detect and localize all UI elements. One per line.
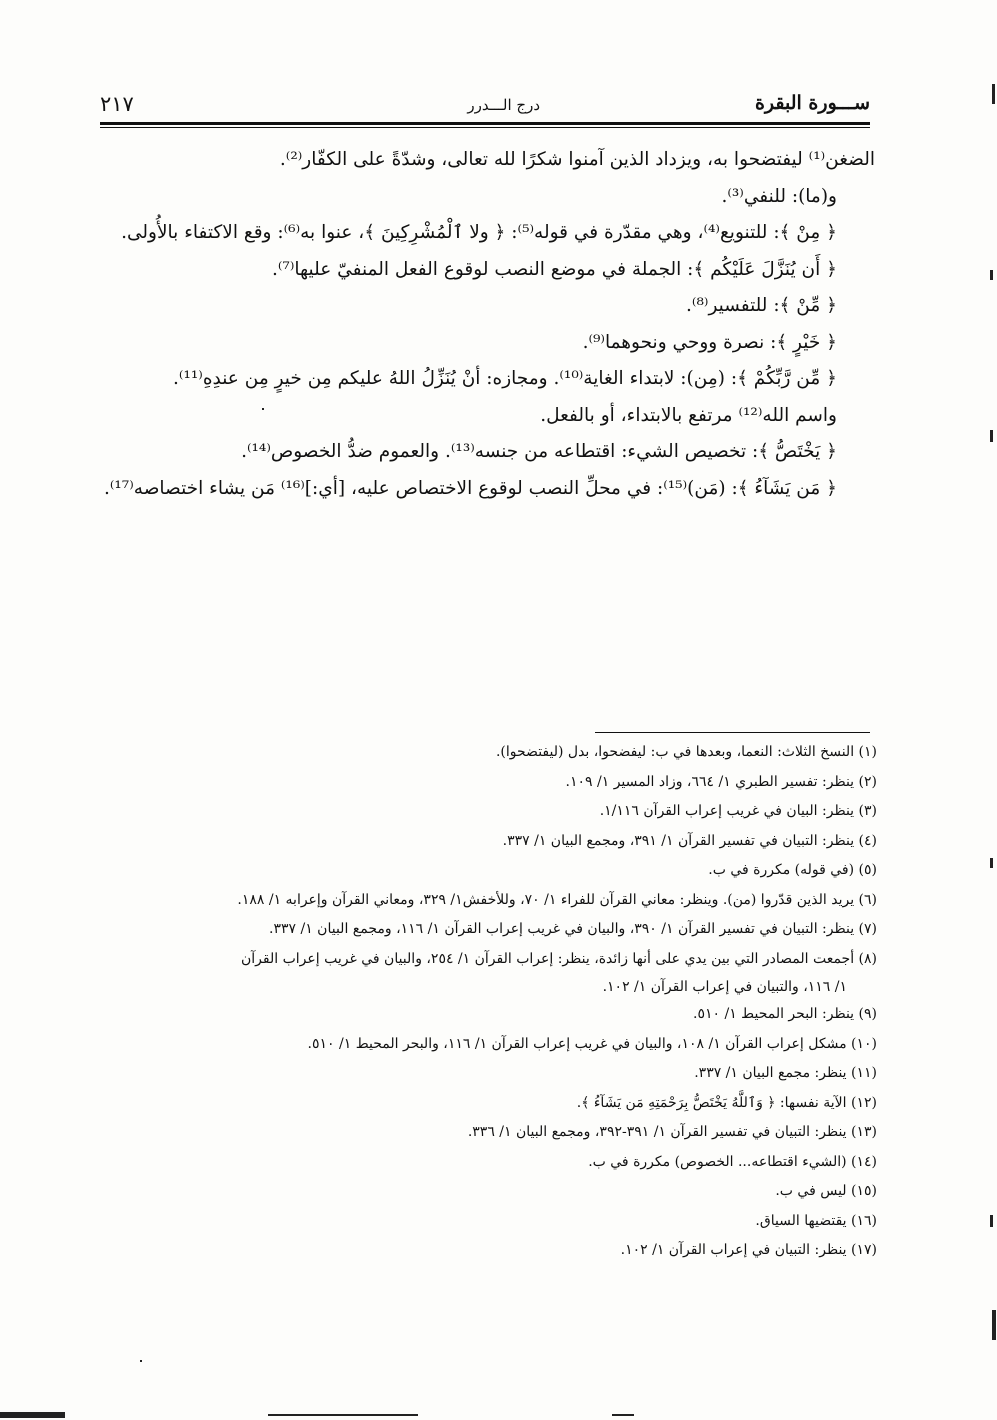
- scan-mark: [990, 270, 993, 280]
- text-paragraph: ﴿ مِّنْ ﴾: للتفسير⁽⁸⁾.: [686, 295, 837, 316]
- scan-mark: [990, 430, 993, 442]
- footnote: (٩) ينظر: البحر المحيط ١/ ٥١٠.: [693, 1006, 877, 1022]
- page-number: ٢١٧: [100, 92, 134, 116]
- scan-mark: [0, 1412, 65, 1418]
- footnote: (١٧) ينظر: التبيان في إعراب القرآن ١/ ١٠٢.: [620, 1242, 877, 1258]
- footnote: (٣) ينظر: البيان في غريب إعراب القرآن ١/١١٦.: [599, 803, 877, 819]
- header-rule-thin: [100, 127, 870, 128]
- text-paragraph: ﴿ مَن يَشَآءُ ﴾: (مَن)⁽¹⁵⁾: في محلِّ النصب لوقوع الاختصاص عليه، [أي:]⁽¹⁶⁾ مَن يشاء اختصاصه⁽¹⁷⁾.: [103, 477, 837, 499]
- footnote: (١٣) ينظر: التبيان في تفسير القرآن ١/ ٣٩١-٣٩٢، ومجمع البيان ١/ ٣٣٦.: [467, 1124, 877, 1140]
- scan-mark: [268, 1414, 418, 1416]
- footnote: (٨) أجمعت المصادر التي بين يدي على أنها زائدة، ينظر: إعراب القرآن ١/ ٢٥٤، والبيان في غريب إعراب القرآن: [241, 950, 877, 967]
- footnote-separator: [595, 732, 870, 733]
- main-text: [90, 142, 875, 507]
- text-paragraph: و(ما): للنفي⁽³⁾.: [721, 185, 837, 207]
- scan-mark: [140, 1360, 142, 1362]
- scan-mark: [612, 1414, 634, 1416]
- surah-title: ســـورة البقرة: [754, 92, 870, 114]
- page-header: [100, 92, 870, 122]
- text-paragraph: ﴿ مِّن رَّبِّكُمْ ﴾: (مِن): لابتداء الغاية⁽¹⁰⁾. ومجازه: أنْ يُنَزِّلُ اللهُ عليكم مِن خيرٍ مِن عندِهِ⁽¹¹⁾.: [173, 368, 837, 389]
- book-title: درج الـــدرر: [467, 96, 540, 114]
- footnote: (٥) (في قوله) مكررة في ب.: [708, 862, 877, 878]
- footnote: (٧) ينظر: التبيان في تفسير القرآن ١/ ٣٩٠، والبيان في غريب إعراب القرآن ١/ ١١٦، ومجمع البيان ١/ ٣٣٧.: [269, 921, 877, 937]
- text-paragraph: ﴿ أَن يُنَزَّلَ عَلَيْكُم ﴾: الجملة في موضع النصب لوقوع الفعل المنفيّ عليها⁽⁷⁾.: [271, 258, 837, 280]
- footnote: (١٥) ليس في ب.: [775, 1183, 877, 1199]
- text-paragraph: واسم الله⁽¹²⁾ مرتفع بالابتداء، أو بالفعل.: [540, 404, 837, 426]
- text-paragraph: ﴿ مِنْ ﴾: للتنويع⁽⁴⁾، وهي مقدّرة في قوله⁽⁵⁾: ﴿ ولا ٱلْمُشْرِكِينَ ﴾، عنوا به⁽⁶⁾: وقع الاكتفاء بالأُولى.: [121, 222, 837, 243]
- footnote: (١٢) الآية نفسها: ﴿ وَٱللَّهُ يَخْتَصُّ بِرَحْمَتِهِ مَن يَشَآءُ ﴾.: [576, 1094, 877, 1111]
- text-paragraph: الضغن⁽¹⁾ ليفتضحوا به، ويزداد الذين آمنوا شكرًا لله تعالى، وشدّةً على الكفّار⁽²⁾.: [279, 149, 875, 170]
- scan-mark: [990, 858, 993, 868]
- scan-mark: [992, 1310, 996, 1340]
- footnote: (١٦) يقتضيها السياق.: [755, 1212, 877, 1229]
- text-paragraph: ﴿ خَيْرٍ ﴾: نصرة ووحي ونحوهما⁽⁹⁾.: [582, 331, 837, 353]
- footnote: (٢) ينظر: تفسير الطبري ١/ ٦٦٤، وزاد المسير ١/ ١٠٩.: [565, 773, 877, 790]
- scan-mark: [262, 408, 264, 410]
- text-paragraph: ﴿ يَخْتَصُّ ﴾: تخصيص الشيء: اقتطاعه من جنسه⁽¹³⁾. والعموم ضدُّ الخصوص⁽¹⁴⁾.: [241, 441, 837, 462]
- footnote: (٤) ينظر: التبيان في تفسير القرآن ١/ ٣٩١، ومجمع البيان ١/ ٣٣٧.: [502, 832, 877, 849]
- footnote: (٦) يريد الذين قدّروا (من). وينظر: معاني القرآن للفراء ١/ ٧٠، وللأخفش١/ ٣٢٩، ومعاني القرآن وإعرابه ١/ ١٨٨.: [237, 891, 877, 908]
- scan-mark: [992, 84, 995, 104]
- footnote-continuation: ١/ ١١٦، والتبيان في إعراب القرآن ١/ ١٠٢.: [602, 979, 847, 995]
- footnotes: [95, 738, 877, 1266]
- footnote: (١٠) مشكل إعراب القرآن ١/ ١٠٨، والبيان في غريب إعراب القرآن ١/ ١١٦، والبحر المحيط ١/ ٥١٠.: [307, 1035, 877, 1052]
- header-rule: [100, 122, 870, 125]
- footnote: (١) النسخ الثلاث: النعما، وبعدها في ب: ليفضحوا، بدل (ليفتضحوا).: [495, 744, 877, 760]
- footnote: (١١) ينظر: مجمع البيان ١/ ٣٣٧.: [694, 1065, 877, 1081]
- scan-mark: [990, 1215, 993, 1227]
- footnote: (١٤) (الشيء اقتطاعه... الخصوص) مكررة في ب.: [588, 1153, 877, 1170]
